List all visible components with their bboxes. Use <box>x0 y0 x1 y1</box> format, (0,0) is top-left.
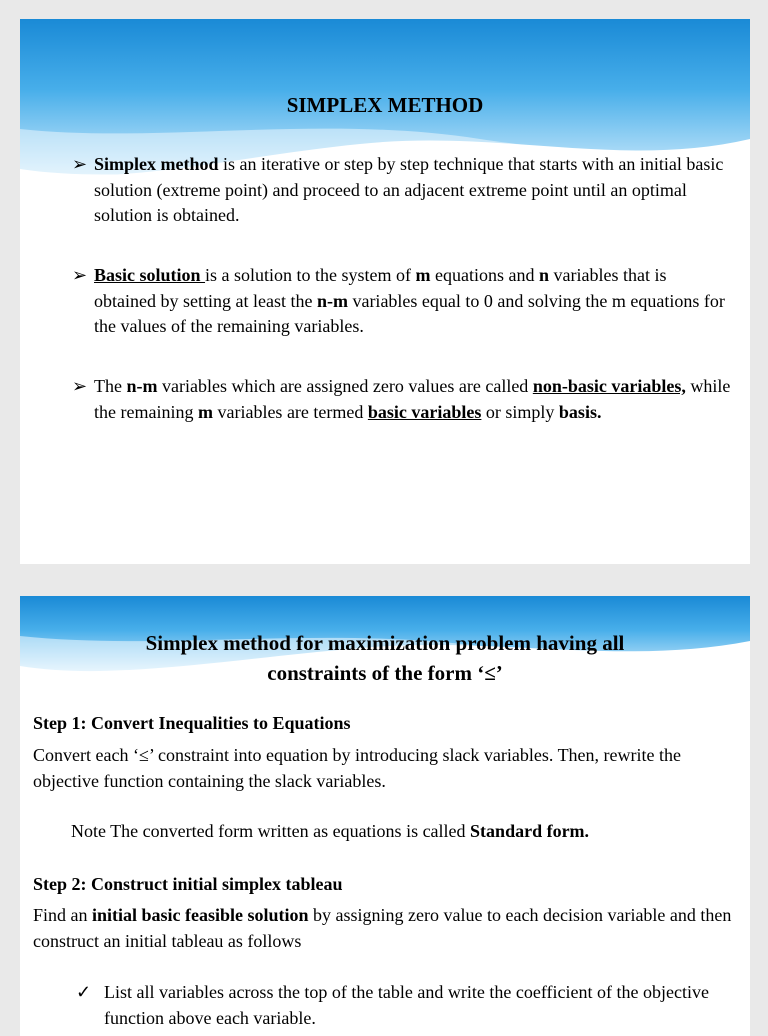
term-initial-basic-feasible-solution: initial basic feasible solution <box>92 905 309 925</box>
bullet-text <box>94 374 732 425</box>
text-span: equations and <box>430 265 540 285</box>
step-1-title: : Convert Inequalities to Equations <box>80 713 351 733</box>
text-span: by assigning zero value to each decision variable and then construct an initial tableau as follows <box>33 905 732 951</box>
bold-m: m <box>197 401 213 422</box>
term-simplex-method: Simplex method <box>94 154 219 174</box>
bold-m: m <box>415 265 431 285</box>
text-span: variables equal to 0 and solving the m equations for the values of the remaining variables. <box>94 290 725 336</box>
step-1-label: Step 1 <box>33 713 81 733</box>
term-standard-form: Standard form. <box>470 821 590 841</box>
bullet-simplex-method <box>72 152 732 229</box>
check-icon: ✓ <box>76 982 92 1002</box>
definition-text: is an iterative or step by step technique that starts with an initial basic solution (extreme point) and proceed to an adjacent extreme point until an optimal solution is obtained. <box>94 154 724 225</box>
text-span: or simply <box>481 401 559 422</box>
step-1-text: Convert each ‘≤’ constraint into equation by introducing slack variables. Then, rewrite the objective function containing the slack variables. <box>33 745 682 791</box>
text-span: variables are termed <box>212 401 368 422</box>
bold-n-m: n-m <box>126 376 158 396</box>
text-span: The <box>94 376 127 396</box>
step-1-heading <box>33 710 738 736</box>
title-line-2: constraints of the form ‘≤’ <box>267 661 503 685</box>
text-span: while the remaining <box>94 376 731 422</box>
slide-1 <box>20 19 750 564</box>
checklist-item-text: List all variables across the top of the table and write the coefficient of the objective function above each variable. <box>104 982 709 1028</box>
note-text <box>71 818 731 844</box>
bullet-text <box>94 263 732 340</box>
checklist-item <box>76 979 716 1031</box>
bold-n-m: n-m <box>316 290 348 311</box>
text-span: Find an <box>33 905 93 925</box>
title-line-1: Simplex method for maximization problem having all <box>145 631 625 655</box>
arrow-bullet-icon: ➢ <box>72 154 88 174</box>
text-span: variables that is obtained by setting at least the <box>94 265 667 311</box>
term-basis: basis. <box>558 401 602 422</box>
text-span: variables which are assigned zero values are called <box>157 376 533 396</box>
step-2-text <box>33 902 738 954</box>
term-basic-solution: Basic solution <box>94 265 206 285</box>
arrow-bullet-icon: ➢ <box>72 376 88 396</box>
slide-2-title <box>20 628 750 688</box>
term-basic-variables: basic variables <box>367 401 482 422</box>
slide-1-title: SIMPLEX METHOD <box>286 93 484 117</box>
step-2-heading: Step 2: Construct initial simplex tableau <box>33 874 343 894</box>
bullet-basic-solution <box>72 263 732 340</box>
slide-2 <box>20 596 750 1036</box>
arrow-bullet-icon: ➢ <box>72 265 88 285</box>
term-non-basic-variables: non-basic variables, <box>532 376 686 396</box>
text-span: is a solution to the system of <box>205 265 416 285</box>
text-span: Note The converted form written as equations is called <box>71 821 471 841</box>
bullet-text <box>94 152 732 229</box>
bold-n: n <box>539 265 550 285</box>
bullet-non-basic-variables <box>72 374 732 425</box>
